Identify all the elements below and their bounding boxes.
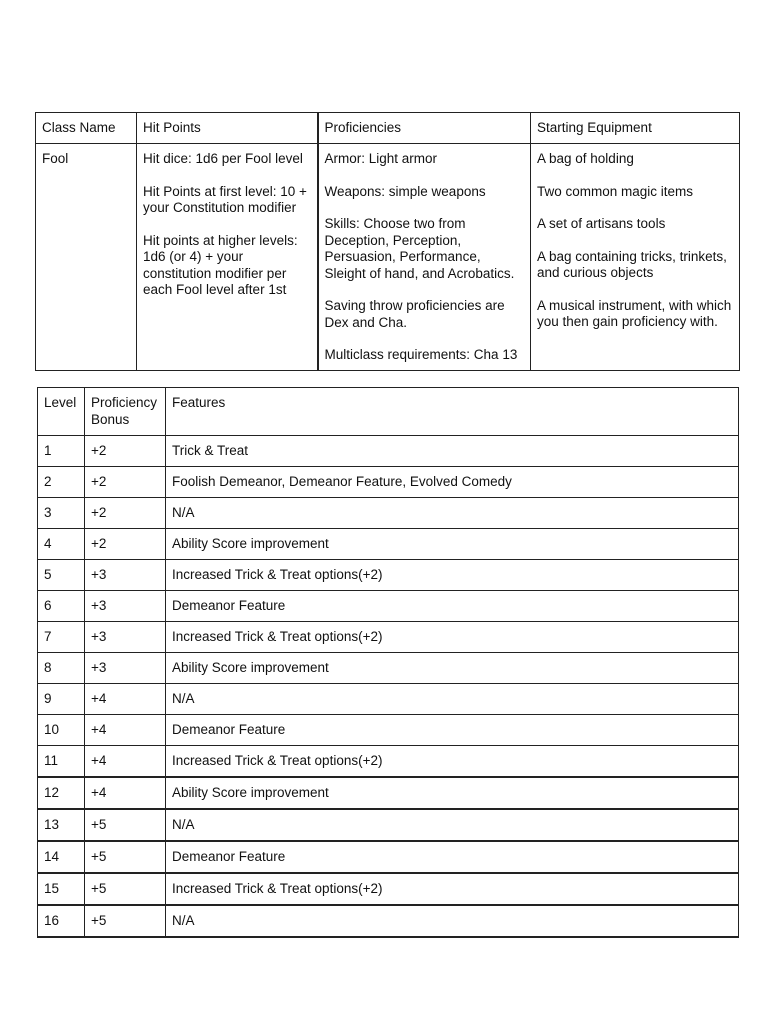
bonus-cell: +3 [85,653,166,684]
features-cell: N/A [166,809,739,841]
header-proficiencies: Proficiencies [318,113,531,144]
level-cell: 11 [38,746,85,778]
bonus-cell: +4 [85,777,166,809]
level-cell: 4 [38,529,85,560]
bonus-cell: +4 [85,715,166,746]
table-row [38,777,739,809]
proficiency-line: Multiclass requirements: Cha 13 [324,347,518,362]
table-row [38,841,739,873]
level-cell: 3 [38,498,85,529]
table-row [38,622,739,653]
level-cell: 15 [38,873,85,905]
bonus-cell: +5 [85,841,166,873]
bonus-cell: +2 [85,529,166,560]
features-cell: Demeanor Feature [166,715,739,746]
level-cell: 14 [38,841,85,873]
proficiencies-cell [318,144,531,371]
level-cell: 1 [38,436,85,467]
level-cell: 7 [38,622,85,653]
table-row [38,653,739,684]
table-row [38,809,739,841]
proficiency-line: Saving throw proficiencies are Dex and Cha. [324,298,505,330]
equipment-line: A bag of holding [537,151,634,166]
bonus-cell: +5 [85,809,166,841]
bonus-cell: +3 [85,560,166,591]
features-cell: N/A [166,498,739,529]
class-overview-table [35,112,740,371]
bonus-cell: +2 [85,436,166,467]
equipment-line: A musical instrument, with which you then gain proficiency with. [537,297,732,329]
table-row [38,746,739,778]
bonus-cell: +3 [85,591,166,622]
features-cell: Ability Score improvement [166,529,739,560]
bonus-cell: +2 [85,467,166,498]
level-cell: 10 [38,715,85,746]
level-cell: 16 [38,905,85,937]
table-row [38,873,739,905]
bonus-cell: +4 [85,684,166,715]
table-row [38,467,739,498]
features-cell: Ability Score improvement [166,777,739,809]
proficiency-line: Skills: Choose two from Deception, Perception, Persuasion, Performance, Sleight of hand, and Acrobatics. [324,216,515,281]
level-cell: 2 [38,467,85,498]
bonus-cell: +5 [85,873,166,905]
bonus-cell: +5 [85,905,166,937]
header-class-name: Class Name [36,113,137,144]
features-cell: Trick & Treat [166,436,739,467]
starting-equipment-cell [531,144,740,371]
table-row [38,436,739,467]
equipment-line: A bag containing tricks, trinkets, and curious objects [537,248,727,280]
features-cell: Increased Trick & Treat options(+2) [166,622,739,653]
hit-points-line: Hit points at higher levels: 1d6 (or 4) + your constitution modifier per each Fool level after 1st [143,232,298,297]
table-row [38,684,739,715]
bonus-cell: +4 [85,746,166,778]
table-row [38,529,739,560]
proficiency-line: Armor: Light armor [324,151,438,166]
features-cell: N/A [166,684,739,715]
features-cell: Increased Trick & Treat options(+2) [166,873,739,905]
hit-points-cell [137,144,318,371]
features-cell: Foolish Demeanor, Demeanor Feature, Evolved Comedy [166,467,739,498]
level-cell: 9 [38,684,85,715]
header-hit-points: Hit Points [137,113,318,144]
features-cell: Increased Trick & Treat options(+2) [166,746,739,778]
class-name-cell: Fool [36,144,137,371]
level-cell: 8 [38,653,85,684]
class-table-body-row [36,144,740,371]
equipment-line: A set of artisans tools [537,216,666,231]
features-cell: Increased Trick & Treat options(+2) [166,560,739,591]
level-cell: 6 [38,591,85,622]
level-cell: 12 [38,777,85,809]
header-features: Features [166,388,739,436]
header-starting-equipment: Starting Equipment [531,113,740,144]
class-table-header-row [36,113,740,144]
header-proficiency-bonus: Proficiency Bonus [85,388,166,436]
table-row [38,591,739,622]
features-cell: N/A [166,905,739,937]
hit-points-line: Hit dice: 1d6 per Fool level [143,151,303,166]
equipment-line: Two common magic items [537,183,694,199]
level-progression-table [37,387,739,938]
features-cell: Demeanor Feature [166,591,739,622]
level-cell: 5 [38,560,85,591]
bonus-cell: +3 [85,622,166,653]
level-cell: 13 [38,809,85,841]
proficiency-line: Weapons: simple weapons [324,183,486,199]
features-cell: Ability Score improvement [166,653,739,684]
table-row [38,905,739,937]
table-row [38,498,739,529]
hit-points-line: Hit Points at first level: 10 + your Constitution modifier [143,183,307,215]
table-row [38,715,739,746]
header-level: Level [38,388,85,436]
level-table-header-row [38,388,739,436]
table-row [38,560,739,591]
bonus-cell: +2 [85,498,166,529]
features-cell: Demeanor Feature [166,841,739,873]
